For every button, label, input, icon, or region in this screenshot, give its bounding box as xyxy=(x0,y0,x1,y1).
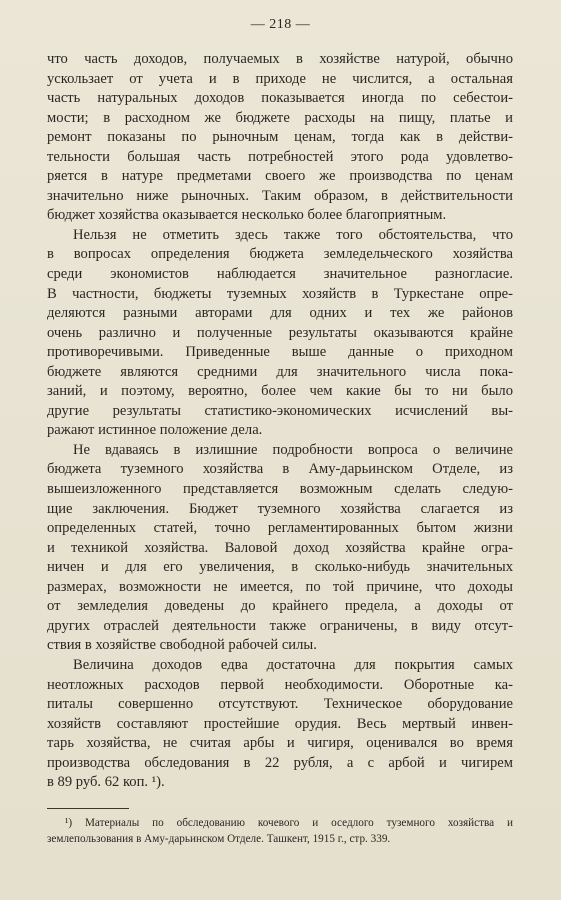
text-line: Нельзя не отметить здесь также того обстоятельства, что xyxy=(73,226,513,243)
text-line: В частности, бюджеты туземных хозяйств в Туркестане опре- xyxy=(47,285,513,302)
text-line: бюджет хозяйства оказывается несколько более благоприятным. xyxy=(47,207,447,224)
text-line: вышеизложенного представляется возможным сделать следую- xyxy=(47,481,513,498)
text-line: противоречивыми. Приведенные выше данные о приходном xyxy=(47,344,513,361)
text-line: часть натуральных доходов показывается иногда по себестои- xyxy=(47,90,513,107)
text-line: хозяйств составляют простейшие орудия. Весь мертвый инвен- xyxy=(47,715,513,732)
text-line: среди экономистов наблюдается значительное разногласие. xyxy=(47,266,513,283)
text-line: ничен и для его увеличения, в сколько-нибудь значительных xyxy=(47,559,513,576)
text-line: других отраслей деятельности также ограничены, в виду отсут- xyxy=(47,617,513,634)
text-line: питалы совершенно отсутствуют. Техническое оборудование xyxy=(47,696,513,713)
text-line: ражают истинное положение дела. xyxy=(47,422,263,439)
body-text xyxy=(47,50,513,793)
text-line: размерах, возможности не имеется, по той причине, что доходы xyxy=(47,578,513,595)
paragraph-2 xyxy=(47,226,513,441)
text-line: бюджете являются средними для значительного числа пока- xyxy=(47,363,513,380)
footnote-divider xyxy=(47,808,129,809)
text-line: бюджета туземного хозяйства в Аму-дарьинском Отделе, из xyxy=(47,461,513,478)
text-line: в вопросах определения бюджета земледельческого хозяйства xyxy=(47,246,513,263)
text-line: ускользает от учета и в приходе не числится, а остальная xyxy=(47,70,513,87)
text-line: тарь хозяйства, не считая арбы и чигиря, оценивался во время xyxy=(47,735,513,752)
text-line: деляются разными авторами для одних и тех же районов xyxy=(47,305,513,322)
footnote-line: землепользования в Аму-дарьинском Отделе. Ташкент, 1915 г., стр. 339. xyxy=(47,833,391,845)
text-line: определенных статей, точно регламентированных бытом жизни xyxy=(47,520,513,537)
text-line: что часть доходов, получаемых в хозяйстве натурой, обычно xyxy=(47,51,513,67)
footnotes xyxy=(47,815,513,847)
text-line: ствия в хозяйстве свободной рабочей силы. xyxy=(47,637,317,654)
text-line: очень различно и полученные результаты оказываются крайне xyxy=(47,324,513,341)
text-line: другие результаты статистико-экономических исчислений вы- xyxy=(47,402,513,419)
text-line: значительно ниже рыночных. Таким образом, в действительности xyxy=(47,187,513,204)
page-number: — 218 — xyxy=(250,17,311,32)
text-line: в 89 руб. 62 коп. ¹). xyxy=(47,774,165,791)
paragraph-4 xyxy=(47,656,513,793)
paragraph-3 xyxy=(47,441,513,656)
text-line: мости; в расходном же бюджете расходы на пищу, платье и xyxy=(47,109,513,126)
text-line: тельности большая часть потребностей этого рода удовлетво- xyxy=(47,148,513,165)
text-line: и техникой хозяйства. Валовой доход хозяйства крайне огра- xyxy=(47,539,513,556)
text-line: щие заключения. Бюджет туземного хозяйства слагается из xyxy=(47,500,513,517)
footnote-line: ¹) Материалы по обследованию кочевого и оседлого туземного хозяйства и xyxy=(65,817,513,829)
text-line: производства обследования в 22 рубля, а с арбой и чигирем xyxy=(47,754,513,771)
text-line: Не вдаваясь в излишние подробности вопроса о величине xyxy=(73,441,513,458)
text-line: неотложных расходов первой необходимости. Оборотные ка- xyxy=(47,676,513,693)
text-line: Величина доходов едва достаточна для покрытия самых xyxy=(73,656,513,673)
text-line: от земледелия доведены до крайнего предела, а доходы от xyxy=(47,598,513,615)
paragraph-1 xyxy=(47,50,513,226)
text-line: ремонт показаны по рыночным ценам, тогда как в действи- xyxy=(47,129,513,146)
text-line: ряется в натуре предметами своего же производства по ценам xyxy=(47,168,513,185)
text-line: заний, и поэтому, вероятно, более чем какие бы то ни было xyxy=(47,383,513,400)
